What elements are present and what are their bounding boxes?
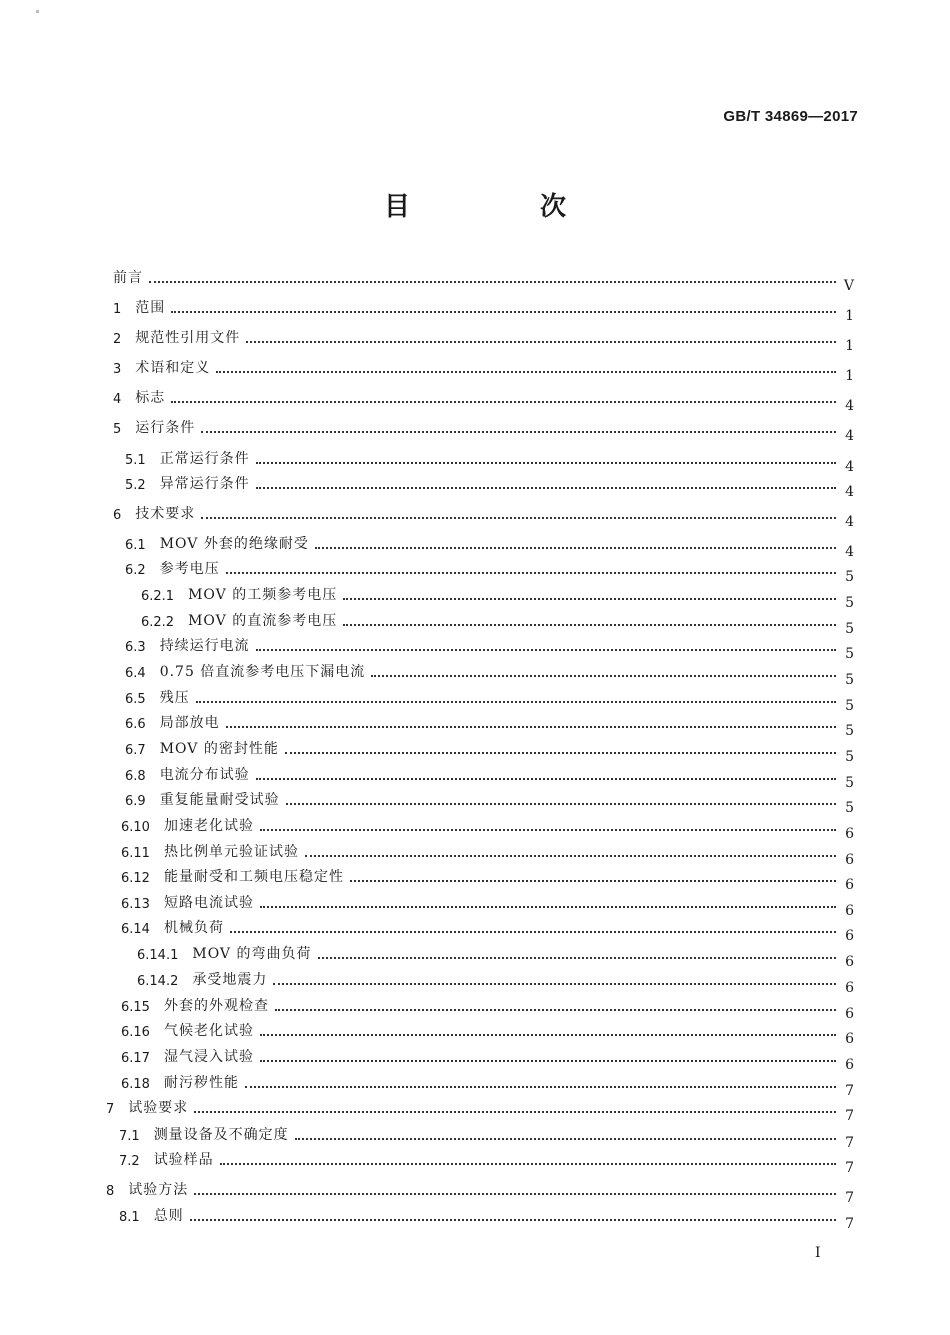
- toc-entry-number: 6.2: [125, 563, 146, 578]
- toc-entry-number: 6.5: [125, 692, 146, 707]
- toc-entry[interactable]: [113, 293, 854, 324]
- toc-entry-number: 8.1: [119, 1210, 140, 1225]
- toc-entry-number: 5.1: [125, 453, 146, 468]
- dot-leader: [260, 906, 836, 908]
- toc-entry-number: 6.13: [121, 897, 150, 912]
- toc-entry-label: 局部放电: [159, 715, 220, 731]
- toc-entry-number: 8: [106, 1184, 115, 1199]
- toc-entry-number: 6.15: [121, 1000, 150, 1015]
- toc-entry-number: 3: [113, 362, 122, 377]
- toc-entry-number: 6.9: [125, 794, 146, 809]
- dot-leader: [260, 1060, 836, 1062]
- dot-leader: [260, 1034, 836, 1036]
- toc-entry-number: 5: [113, 422, 122, 437]
- toc-entry-page: 5: [845, 723, 854, 739]
- toc-entry[interactable]: [125, 734, 854, 765]
- toc-entry-number: 5.2: [125, 478, 146, 493]
- toc-entry-label: MOV 外套的绝缘耐受: [159, 536, 309, 552]
- dot-leader: [256, 462, 836, 464]
- dot-leader: [246, 341, 836, 343]
- page-number: I: [815, 1245, 821, 1261]
- toc-entry-label: 气候老化试验: [163, 1023, 254, 1039]
- toc-entry[interactable]: [119, 1201, 854, 1232]
- dot-leader: [245, 1086, 836, 1088]
- dot-leader: [371, 675, 836, 677]
- toc-entry[interactable]: [113, 383, 854, 414]
- dot-leader: [216, 371, 836, 373]
- dot-leader: [305, 855, 836, 857]
- toc-entry-label: 电流分布试验: [159, 767, 250, 783]
- toc-entry[interactable]: [121, 811, 854, 842]
- toc-entry-number: 6.4: [125, 666, 146, 681]
- toc-entry-label: 范围: [135, 300, 166, 316]
- dot-leader: [260, 829, 836, 831]
- toc-entry-page: V: [843, 278, 854, 294]
- toc-entry-label: 短路电流试验: [163, 895, 254, 911]
- toc-entry[interactable]: [121, 1016, 854, 1047]
- toc-entry-page: 5: [845, 646, 854, 662]
- toc-entry-page: 7: [845, 1135, 854, 1151]
- toc-entry-number: 1: [113, 302, 122, 317]
- toc-entry-page: 6: [845, 928, 854, 944]
- dot-leader: [230, 931, 836, 933]
- toc-entry-page: 6: [845, 826, 854, 842]
- toc-entry-page: 5: [845, 569, 854, 585]
- toc-entry-number: 4: [113, 392, 122, 407]
- toc-entry-label: 承受地震力: [192, 972, 268, 988]
- toc-entry-number: 6.2.1: [141, 589, 175, 604]
- dot-leader: [190, 1219, 836, 1221]
- toc-entry-label: MOV 的工频参考电压: [188, 587, 338, 603]
- toc-entry-label: 运行条件: [135, 420, 196, 436]
- toc-entry-label: 异常运行条件: [159, 476, 250, 492]
- toc-entry-number: 6.7: [125, 743, 146, 758]
- toc-entry-page: 7: [845, 1108, 854, 1124]
- page-title: 目 次: [383, 192, 618, 222]
- toc-entry-number: 6.17: [121, 1051, 150, 1066]
- toc-entry-number: 7.1: [119, 1129, 140, 1144]
- toc-entry-number: 7: [106, 1102, 115, 1117]
- toc-entry-page: 4: [845, 514, 854, 530]
- toc-entry-number: 6.14: [121, 922, 150, 937]
- dot-leader: [350, 880, 836, 882]
- toc-entry[interactable]: [121, 862, 854, 893]
- toc-entry-page: 6: [845, 903, 854, 919]
- dot-leader: [226, 572, 836, 574]
- toc-entry-number: 6.11: [121, 846, 150, 861]
- toc-entry-label: 试验样品: [153, 1152, 214, 1168]
- toc-entry[interactable]: [113, 413, 854, 444]
- dot-leader: [343, 624, 836, 626]
- toc-entry-number: 6: [113, 508, 122, 523]
- scan-mark: [36, 10, 39, 13]
- toc-entry[interactable]: [119, 1145, 854, 1176]
- toc-entry[interactable]: [125, 785, 854, 816]
- toc-entry-label: 试验方法: [128, 1182, 189, 1198]
- toc-entry[interactable]: [106, 1093, 854, 1124]
- toc-entry[interactable]: [113, 323, 854, 354]
- toc-entry-label: MOV 的直流参考电压: [188, 613, 338, 629]
- toc-entry-label: 持续运行电流: [159, 638, 250, 654]
- toc-entry-page: 7: [845, 1190, 854, 1206]
- dot-leader: [273, 983, 836, 985]
- toc-entry-label: MOV 的密封性能: [159, 741, 279, 757]
- toc-entry[interactable]: [125, 683, 854, 714]
- toc-entry-number: 6.8: [125, 769, 146, 784]
- toc-entry-label: 耐污秽性能: [163, 1075, 239, 1091]
- dot-leader: [295, 1138, 836, 1140]
- toc-entry[interactable]: [125, 554, 854, 585]
- dot-leader: [196, 701, 836, 703]
- dot-leader: [149, 281, 836, 283]
- toc-entry[interactable]: [121, 991, 854, 1022]
- toc-entry-label: 外套的外观检查: [163, 998, 269, 1014]
- toc-entry-page: 1: [845, 338, 854, 354]
- dot-leader: [256, 487, 836, 489]
- toc-entry-label: 术语和定义: [135, 360, 211, 376]
- toc-entry[interactable]: [121, 1042, 854, 1073]
- toc-entry-page: 6: [845, 980, 854, 996]
- toc-entry-number: 6.18: [121, 1077, 150, 1092]
- dot-leader: [343, 598, 836, 600]
- toc-entry-page: 4: [845, 428, 854, 444]
- toc-entry[interactable]: [141, 606, 854, 637]
- toc-entry-label: 能量耐受和工频电压稳定性: [163, 869, 344, 885]
- dot-leader: [220, 1163, 836, 1165]
- toc-entry[interactable]: [137, 965, 854, 996]
- toc-entry-label: 重复能量耐受试验: [159, 792, 280, 808]
- toc-entry[interactable]: [121, 913, 854, 944]
- toc-entry-page: 4: [845, 398, 854, 414]
- toc-entry[interactable]: [125, 529, 854, 560]
- dot-leader: [194, 1111, 836, 1113]
- document-code: GB/T 34869—2017: [723, 108, 858, 125]
- toc-entry[interactable]: [137, 939, 854, 970]
- toc-entry-page: 7: [845, 1083, 854, 1099]
- toc-entry-page: 6: [845, 1057, 854, 1073]
- toc-entry-label: 正常运行条件: [159, 451, 250, 467]
- toc-entry-label: 参考电压: [159, 561, 220, 577]
- dot-leader: [315, 547, 836, 549]
- toc-entry-page: 4: [845, 459, 854, 475]
- toc-entry-number: 6.10: [121, 820, 150, 835]
- toc-entry[interactable]: [121, 1068, 854, 1099]
- toc-entry-label: 热比例单元验证试验: [163, 844, 299, 860]
- toc-entry-number: 6.2.2: [141, 615, 175, 630]
- toc-entry-label: 残压: [159, 690, 190, 706]
- toc-entry-number: 6.16: [121, 1025, 150, 1040]
- dot-leader: [256, 778, 836, 780]
- dot-leader: [194, 1193, 836, 1195]
- toc-entry-page: 6: [845, 877, 854, 893]
- toc-entry-page: 6: [845, 1031, 854, 1047]
- toc-entry-page: 5: [845, 672, 854, 688]
- toc-entry-label: MOV 的弯曲负荷: [192, 946, 312, 962]
- toc-entry[interactable]: [113, 263, 854, 294]
- toc-entry[interactable]: [125, 469, 854, 500]
- toc-entry[interactable]: [121, 837, 854, 868]
- toc-entry-label: 技术要求: [135, 506, 196, 522]
- dot-leader: [201, 517, 836, 519]
- toc-entry-label: 规范性引用文件: [135, 330, 241, 346]
- toc-entry-label: 测量设备及不确定度: [153, 1127, 289, 1143]
- toc-entry-number: 6.3: [125, 640, 146, 655]
- toc-entry-label: 总则: [153, 1208, 184, 1224]
- dot-leader: [171, 401, 836, 403]
- toc-entry-label: 前言: [113, 270, 143, 286]
- dot-leader: [256, 649, 836, 651]
- dot-leader: [275, 1009, 836, 1011]
- toc-entry-page: 5: [845, 800, 854, 816]
- toc-entry[interactable]: [106, 1175, 854, 1206]
- toc-entry-number: 6.1: [125, 538, 146, 553]
- toc-entry-page: 1: [845, 368, 854, 384]
- toc-entry-page: 6: [845, 954, 854, 970]
- dot-leader: [226, 726, 836, 728]
- dot-leader: [285, 752, 836, 754]
- toc-entry-page: 6: [845, 1006, 854, 1022]
- toc-entry-number: 7.2: [119, 1154, 140, 1169]
- toc-entry[interactable]: [113, 499, 854, 530]
- toc-entry[interactable]: [125, 708, 854, 739]
- toc-entry[interactable]: [113, 353, 854, 384]
- toc-entry[interactable]: [119, 1120, 854, 1151]
- toc-entry[interactable]: [125, 444, 854, 475]
- toc-entry-page: 7: [845, 1160, 854, 1176]
- toc-entry-number: 6.12: [121, 871, 150, 886]
- toc-entry[interactable]: [125, 760, 854, 791]
- toc-entry[interactable]: [121, 888, 854, 919]
- toc-entry-label: 0.75 倍直流参考电压下漏电流: [159, 664, 366, 680]
- dot-leader: [318, 957, 837, 959]
- toc-entry-page: 5: [845, 595, 854, 611]
- toc-entry-label: 机械负荷: [163, 920, 224, 936]
- toc-entry-page: 6: [845, 852, 854, 868]
- dot-leader: [201, 431, 836, 433]
- toc-entry[interactable]: [125, 631, 854, 662]
- toc-entry-page: 7: [845, 1216, 854, 1232]
- toc-entry-label: 加速老化试验: [163, 818, 254, 834]
- toc-entry[interactable]: [141, 580, 854, 611]
- toc-entry-label: 试验要求: [128, 1100, 189, 1116]
- toc-entry-number: 6.6: [125, 717, 146, 732]
- toc-entry-label: 标志: [135, 390, 166, 406]
- toc-entry-number: 6.14.2: [137, 974, 179, 989]
- dot-leader: [286, 803, 836, 805]
- toc-entry-page: 5: [845, 698, 854, 714]
- toc-entry-page: 4: [845, 544, 854, 560]
- toc-entry-page: 4: [845, 484, 854, 500]
- toc-entry-page: 5: [845, 749, 854, 765]
- toc-entry-number: 2: [113, 332, 122, 347]
- toc-entry-page: 5: [845, 775, 854, 791]
- toc-entry[interactable]: [125, 657, 854, 688]
- toc-entry-number: 6.14.1: [137, 948, 179, 963]
- dot-leader: [171, 311, 836, 313]
- toc-entry-label: 湿气浸入试验: [163, 1049, 254, 1065]
- toc-entry-page: 5: [845, 621, 854, 637]
- toc-entry-page: 1: [845, 308, 854, 324]
